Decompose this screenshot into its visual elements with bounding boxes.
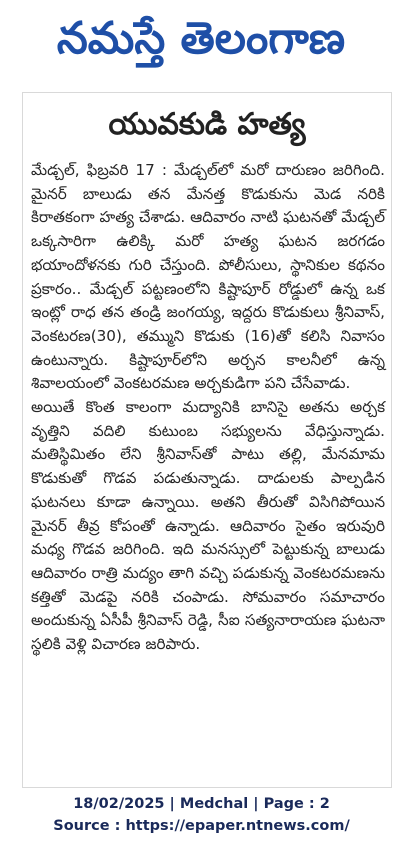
article-headline: యువకుడి హత్య [108, 107, 306, 142]
edition-info: 18/02/2025 | Medchal | Page : 2 [73, 796, 330, 812]
article-clipping [22, 92, 392, 788]
newspaper-masthead: నమస్తే తెలంగాణ [56, 13, 346, 64]
source-link: Source : https://epaper.ntnews.com/ [53, 818, 350, 834]
article-body [31, 159, 385, 657]
article-paragraph-2: అయితే కొంత కాలంగా మద్యానికి బానిసై అతను అర్చక వృత్తిని వదిలి కుటుంబ సభ్యులను వేధిస్తున్నాడు. మతిస్థిమితం లేని శ్రీనివాస్‌తో పాటు తల్లి, మేనమామ కొడుకుతో గొడవ పడుతున్నాడు. దాడులకు పాల్పడిన ఘటనలు కూడా ఉన్నాయి. అతని తీరుతో విసిగిపోయిన మైనర్ తీవ్ర కోపంతో ఉన్నాడు. ఆదివారం సైతం ఇరువురి మధ్య గొడవ జరిగింది. ఇది మనస్సులో పెట్టుకున్న బాలుడు ఆదివారం రాత్రి మద్యం తాగి వచ్చి పడుకున్న వెంకటరమణను కత్తితో మెడపై నరికి చంపాడు. సోమవారం సమాచారం అందుకున్న ఏసీపీ శ్రీనివాస్ రెడ్డి, సీఐ సత్యనారాయణ ఘటనా స్థలికి వెళ్లి విచారణ జరిపారు. [31, 398, 385, 654]
article-paragraph-1: మేడ్చల్, ఫిబ్రవరి 17 : మేడ్చల్‌లో మరో దారుణం జరిగింది. మైనర్ బాలుడు తన మేనత్త కొడుకును మెడ నరికి కిరాతకంగా హత్య చేశాడు. ఆదివారం నాటి ఘటనతో మేడ్చల్ ఒక్కసారిగా ఉలిక్కి మరో హత్య ఘటన జరగడం భయాందోళనకు గురి చేస్తుంది. పోలీసులు, స్థానికుల కథనం ప్రకారం.. మేడ్చల్ పట్టణంలోని కిష్టాపూర్ రోడ్డులో ఉన్న ఒక ఇంట్లో రాధ తన తండ్రి జంగయ్య, ఇద్దరు కొడుకులు శ్రీనివాస్, వెంకటరణ(30), తమ్ముని కొడుకు (16)తో కలిసి నివాసం ఉంటున్నారు. కిష్టాపూర్‌లోని అర్చన కాలనీలో ఉన్న శివాలయంలో వెంకటరమణ అర్చకుడిగా పని చేసేవాడు. [31, 161, 385, 393]
